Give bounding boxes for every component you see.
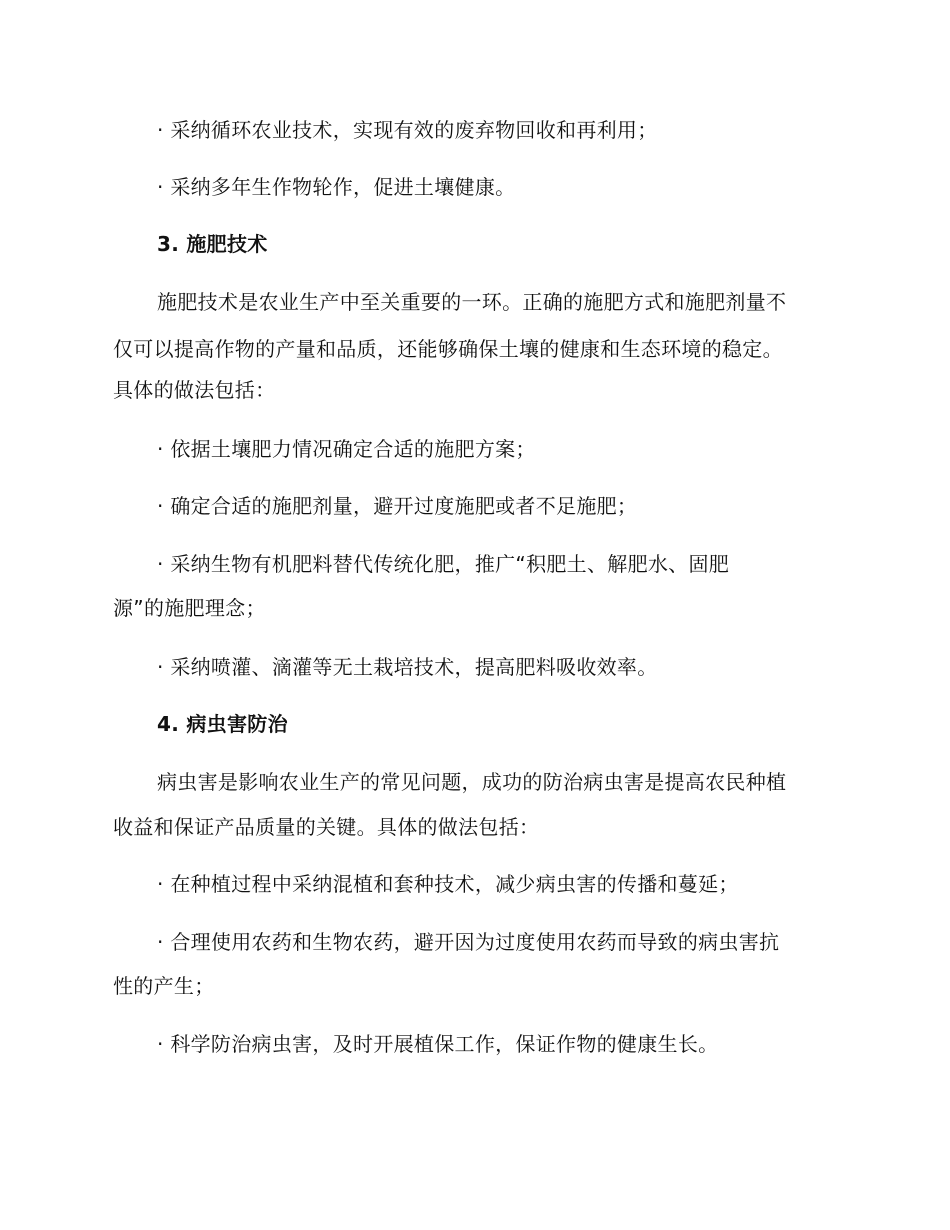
section-heading: 3. 施肥技术 [157, 232, 268, 256]
paragraph-line: 仅可以提高作物的产量和品质，还能够确保土壤的健康和生态环境的稳定。 [113, 337, 783, 361]
bullet-item: · 在种植过程中采纳混植和套种技术，减少病虫害的传播和蔓延； [157, 872, 739, 896]
bullet-item: · 采纳多年生作物轮作，促进土壤健康。 [157, 175, 516, 199]
bullet-item: · 采纳循环农业技术，实现有效的废弃物回收和再利用； [157, 118, 658, 142]
bullet-item: · 合理使用农药和生物农药，避开因为过度使用农药而导致的病虫害抗 [157, 930, 780, 954]
paragraph-line: 具体的做法包括： [113, 378, 276, 402]
bullet-item: · 采纳生物有机肥料替代传统化肥，推广“积肥土、解肥水、固肥 [157, 552, 730, 576]
bullet-item: · 依据土壤肥力情况确定合适的施肥方案； [157, 437, 536, 461]
paragraph-line: 收益和保证产品质量的关键。具体的做法包括： [113, 815, 540, 839]
paragraph-line: 病虫害是影响农业生产的常见问题，成功的防治病虫害是提高农民种植 [157, 770, 787, 794]
bullet-item-continuation: 性的产生； [113, 974, 215, 998]
bullet-item-continuation: 源”的施肥理念； [113, 596, 266, 620]
bullet-item: · 采纳喷灌、滴灌等无土栽培技术，提高肥料吸收效率。 [157, 655, 658, 679]
paragraph-line: 施肥技术是农业生产中至关重要的一环。正确的施肥方式和施肥剂量不 [157, 290, 787, 314]
section-heading: 4. 病虫害防治 [157, 712, 288, 736]
bullet-item: · 确定合适的施肥剂量，避开过度施肥或者不足施肥； [157, 494, 638, 518]
bullet-item: · 科学防治病虫害，及时开展植保工作，保证作物的健康生长。 [157, 1032, 719, 1056]
